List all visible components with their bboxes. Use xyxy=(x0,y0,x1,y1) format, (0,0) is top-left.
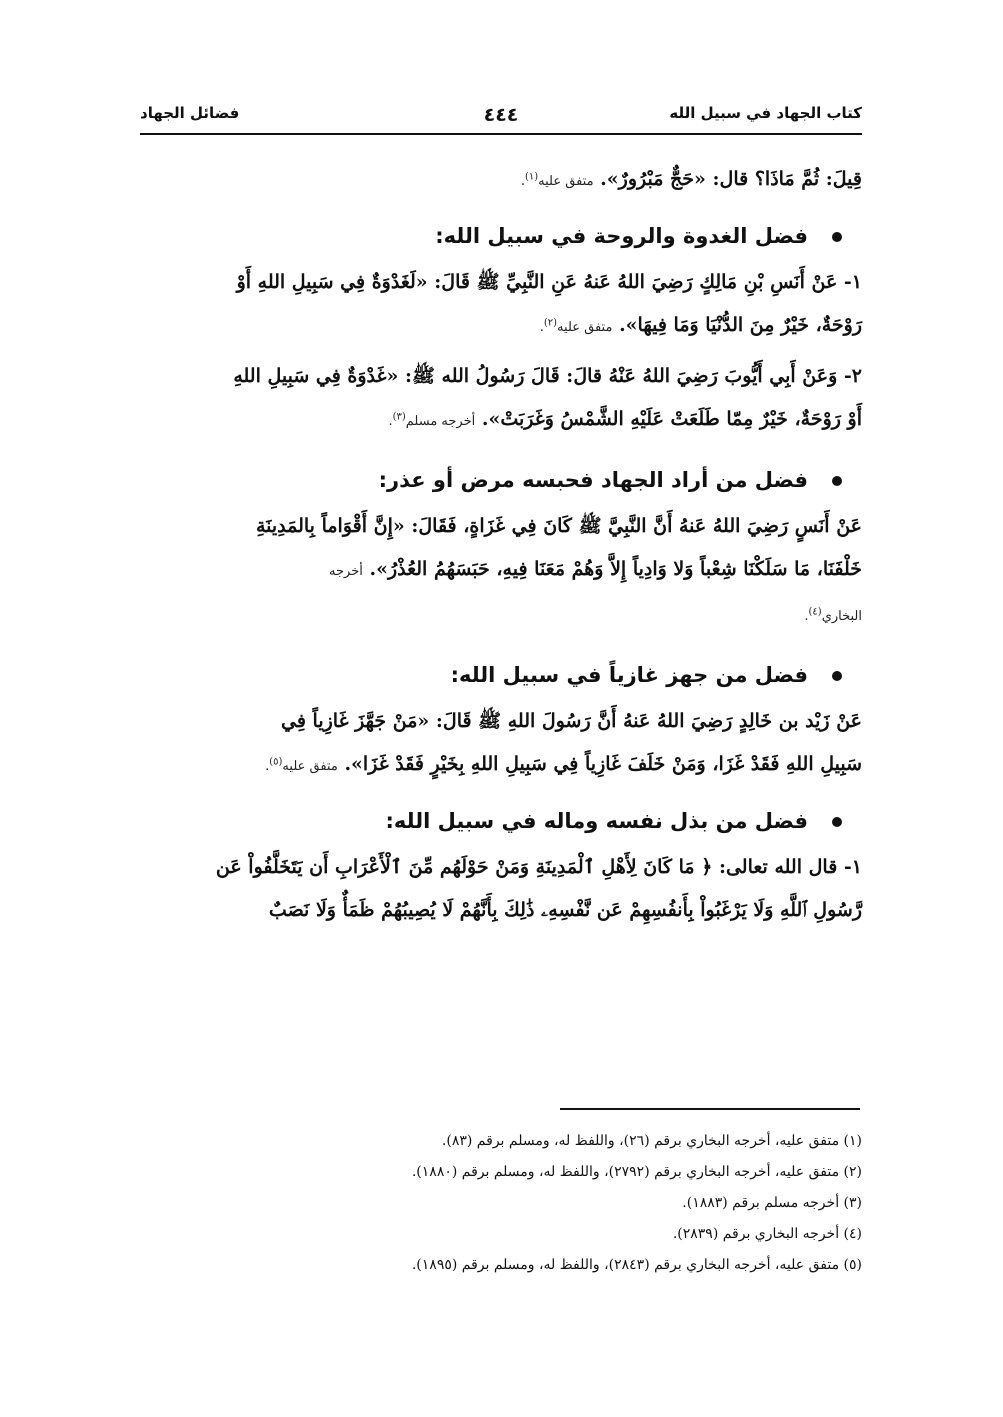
section-heading-4-text: فضل من بذل نفسه وماله في سبيل الله: xyxy=(385,809,808,833)
footnote-ref-4: (٤) xyxy=(808,606,822,618)
intro-line xyxy=(140,158,862,203)
section-heading-3-text: فضل من جهز غازياً في سبيل الله: xyxy=(450,663,808,687)
hadith-1-source: متفق عليه$^{(٢)}$. xyxy=(539,317,613,335)
hadith-3-line-3 xyxy=(140,593,862,638)
footnote-ref-5: (٥) xyxy=(269,756,283,768)
hadith-2-line-2 xyxy=(140,398,862,443)
book-title: كتاب الجهاد في سبيل الله xyxy=(669,104,862,122)
hadith-4-source: متفق عليه$^{(٥)}$. xyxy=(265,756,338,774)
section-heading-1-text: فضل الغدوة والروحة في سبيل الله: xyxy=(435,224,808,248)
section-heading-2 xyxy=(140,457,862,503)
intro-source: متفق عليه$^{(١)}$. xyxy=(520,171,594,189)
hadith-2-source: أخرجه مسلم$^{(٣)}$. xyxy=(388,411,476,429)
header-rule xyxy=(140,133,862,135)
section-heading-3 xyxy=(140,652,862,698)
bullet-icon xyxy=(832,671,842,681)
intro-text: قِيلَ: ثُمَّ مَاذَا؟ قال: «حَجٌّ مَبْرُورٌ». xyxy=(600,168,862,190)
body-text xyxy=(140,158,862,932)
footnote-5: (٥) متفق عليه، أخرجه البخاري برقم (٢٨٤٣)، واللفظ له، ومسلم برقم (١٨٩٥). xyxy=(411,1257,862,1273)
hadith-3-line-2-text: خَلْفَنَا، مَا سَلَكْنَا شِعْباً وَلا وَادِياً إِلاَّ وَهُمْ مَعَنَا فِيهِ، حَبَسَهُمُ العُذْرُ». xyxy=(369,558,862,580)
hadith-3-source-b: البخاري$^{(٤)}$. xyxy=(804,606,862,624)
hadith-3-line-2 xyxy=(140,548,862,593)
section-heading-4 xyxy=(140,798,862,844)
quran-verse-line-1: ١- قال الله تعالى: ﴿ مَا كَانَ لِأَهْلِ ٱلْمَدِينَةِ وَمَنْ حَوْلَهُم مِّنَ ٱلْأَعْرَابِ أَن يَتَخَلَّفُواْ عَن xyxy=(215,856,862,878)
quran-verse-line-2: رَّسُولِ ٱللَّهِ وَلَا يَرْغَبُواْ بِأَنفُسِهِمْ عَن نَّفْسِهِۦ ذَٰلِكَ بِأَنَّهُمْ لَا يُصِيبُهُمْ ظَمَأٌ وَلَا نَصَبٌ xyxy=(268,899,862,921)
section-heading-2-text: فضل من أراد الجهاد فحبسه مرض أو عذر: xyxy=(378,468,808,492)
footnote-1: (١) متفق عليه، أخرجه البخاري برقم (٢٦)، واللفظ له، ومسلم برقم (٨٣). xyxy=(441,1133,862,1149)
hadith-2-line-1: ٢- وَعَنْ أَبِي أَيُّوبَ رَضِيَ اللهُ عَنْهُ قالَ: قَالَ رَسُولُ الله ﷺ: «غَدْوَةٌ فِي سَبِيلِ اللهِ xyxy=(233,365,862,387)
footnote-4: (٤) أخرجه البخاري برقم (٢٨٣٩). xyxy=(672,1226,862,1242)
hadith-1-line-1: ١- عَنْ أَنَسِ بْنِ مَالِكٍ رَضِيَ اللهُ عَنهُ عَنِ النَّبِيِّ ﷺ قَالَ: «لَغَدْوَةٌ فِي سَبِيلِ اللهِ أَوْ xyxy=(236,271,862,293)
running-header xyxy=(140,100,862,130)
footnote-ref-1: (١) xyxy=(524,171,539,183)
hadith-1-line-2 xyxy=(140,304,862,349)
hadith-4-line-1: عَنْ زَيْد بن خَالِدٍ رَضِيَ اللهُ عَنهُ أَنَّ رَسُولَ اللهِ ﷺ قَالَ: «مَنْ جَهَّزَ غَازِياً فِي xyxy=(281,710,862,732)
hadith-2-line-2-text: أَوْ رَوْحَةٌ، خَيْرٌ مِمّا طَلَعَتْ عَلَيْهِ الشَّمْسُ وَغَرَبَتْ». xyxy=(481,408,862,430)
section-heading-1 xyxy=(140,213,862,259)
hadith-4-line-2 xyxy=(140,743,862,788)
bullet-icon xyxy=(832,476,842,486)
footnote-2: (٢) متفق عليه، أخرجه البخاري برقم (٢٧٩٢)، واللفظ له، ومسلم برقم (١٨٨٠). xyxy=(411,1164,862,1180)
footnote-3: (٣) أخرجه مسلم برقم (١٨٨٣). xyxy=(682,1195,862,1211)
footnote-rule xyxy=(560,1108,860,1110)
footnotes xyxy=(140,1126,862,1281)
chapter-title: فضائل الجهاد xyxy=(140,104,240,122)
hadith-1-line-2-text: رَوْحَةٌ، خَيْرٌ مِنَ الدُّنْيَا وَمَا فِيهَا». xyxy=(619,314,862,336)
hadith-3-line-1: عَنْ أَنَسٍ رَضِيَ اللهُ عَنهُ أَنَّ النَّبِيَّ ﷺ كَانَ فِي غَزَاةٍ، فَقَالَ: «إِنَّ أَقْوَاماً بِالمَدِينَةِ xyxy=(255,515,862,537)
hadith-4-line-2-text: سَبِيلِ اللهِ فَقَدْ غَزَا، وَمَنْ خَلَفَ غَازِياً فِي سَبِيلِ اللهِ بِخَيْرٍ فَقَدْ غَزَا». xyxy=(344,753,862,775)
bullet-icon xyxy=(832,232,842,242)
footnote-ref-3: (٣) xyxy=(392,411,406,423)
footnote-ref-2: (٢) xyxy=(543,317,558,329)
hadith-3-source-a: أخرجه xyxy=(329,564,363,579)
page-number: ٤٤٤ xyxy=(483,104,519,126)
bullet-icon xyxy=(832,817,842,827)
